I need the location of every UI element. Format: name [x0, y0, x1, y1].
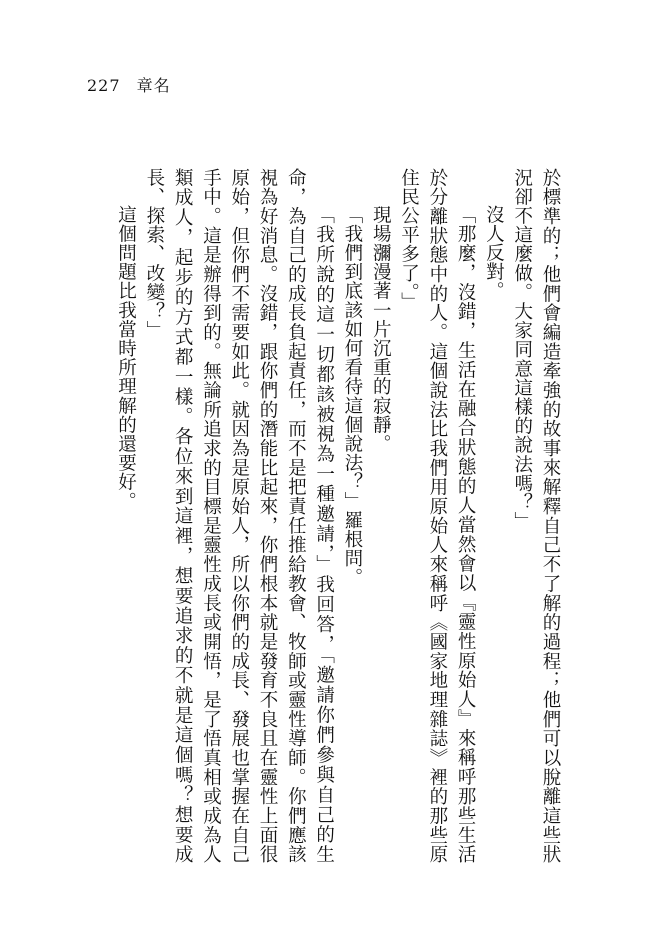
- paragraph-7: 這個問題比我當時所理解的還要好。: [115, 205, 137, 511]
- paragraph-1: 於標準的；他們會編造牽強的故事來解釋自己不了解的過程；他們可以脫離這些狀況卻不這麼做。大家同意這樣的說法嗎？」: [511, 168, 561, 864]
- vertical-text-body: [115, 168, 564, 864]
- running-header: [87, 73, 171, 96]
- chapter-title: 章名: [136, 76, 171, 95]
- paragraph-5: 「我們到底該如何看待這個說法？」羅根問。: [341, 205, 363, 587]
- paragraph-3: 「那麼，沒錯，生活在融合狀態的人當然會以『靈性原始人』來稱呼那些生活於分離狀態中的人。這個說法比我們用原始人來稱呼《國家地理雜誌》裡的那些原住民公平多了。」: [398, 168, 477, 864]
- paragraph-6: 「我所說的這一切都該被視為一種邀請，」我回答，「邀請你們參與自己的生命，為自己的成長負起責任，而不是把責任推給教會、牧師或靈性導師。你們應該視為好消息。沒錯，跟你們的潛能比起來，你們根本就是發育不良且在靈性上面很原始，但你們不需要如此。就因為是原始人，所以你們的成長、發展也掌握在自己手中。這是辦得到的。無論所追求的目標是靈性成長或開悟，是了悟真相或成為人類成人，起步的方式都一樣。各位來到這裡，想要追求的不就是這個嗎？想要成長、探索、改變？」: [143, 168, 335, 864]
- page-number: 227: [87, 76, 121, 95]
- paragraph-2: 沒人反對。: [483, 205, 505, 301]
- paragraph-4: 現場瀰漫著一片沉重的寂靜。: [370, 205, 392, 454]
